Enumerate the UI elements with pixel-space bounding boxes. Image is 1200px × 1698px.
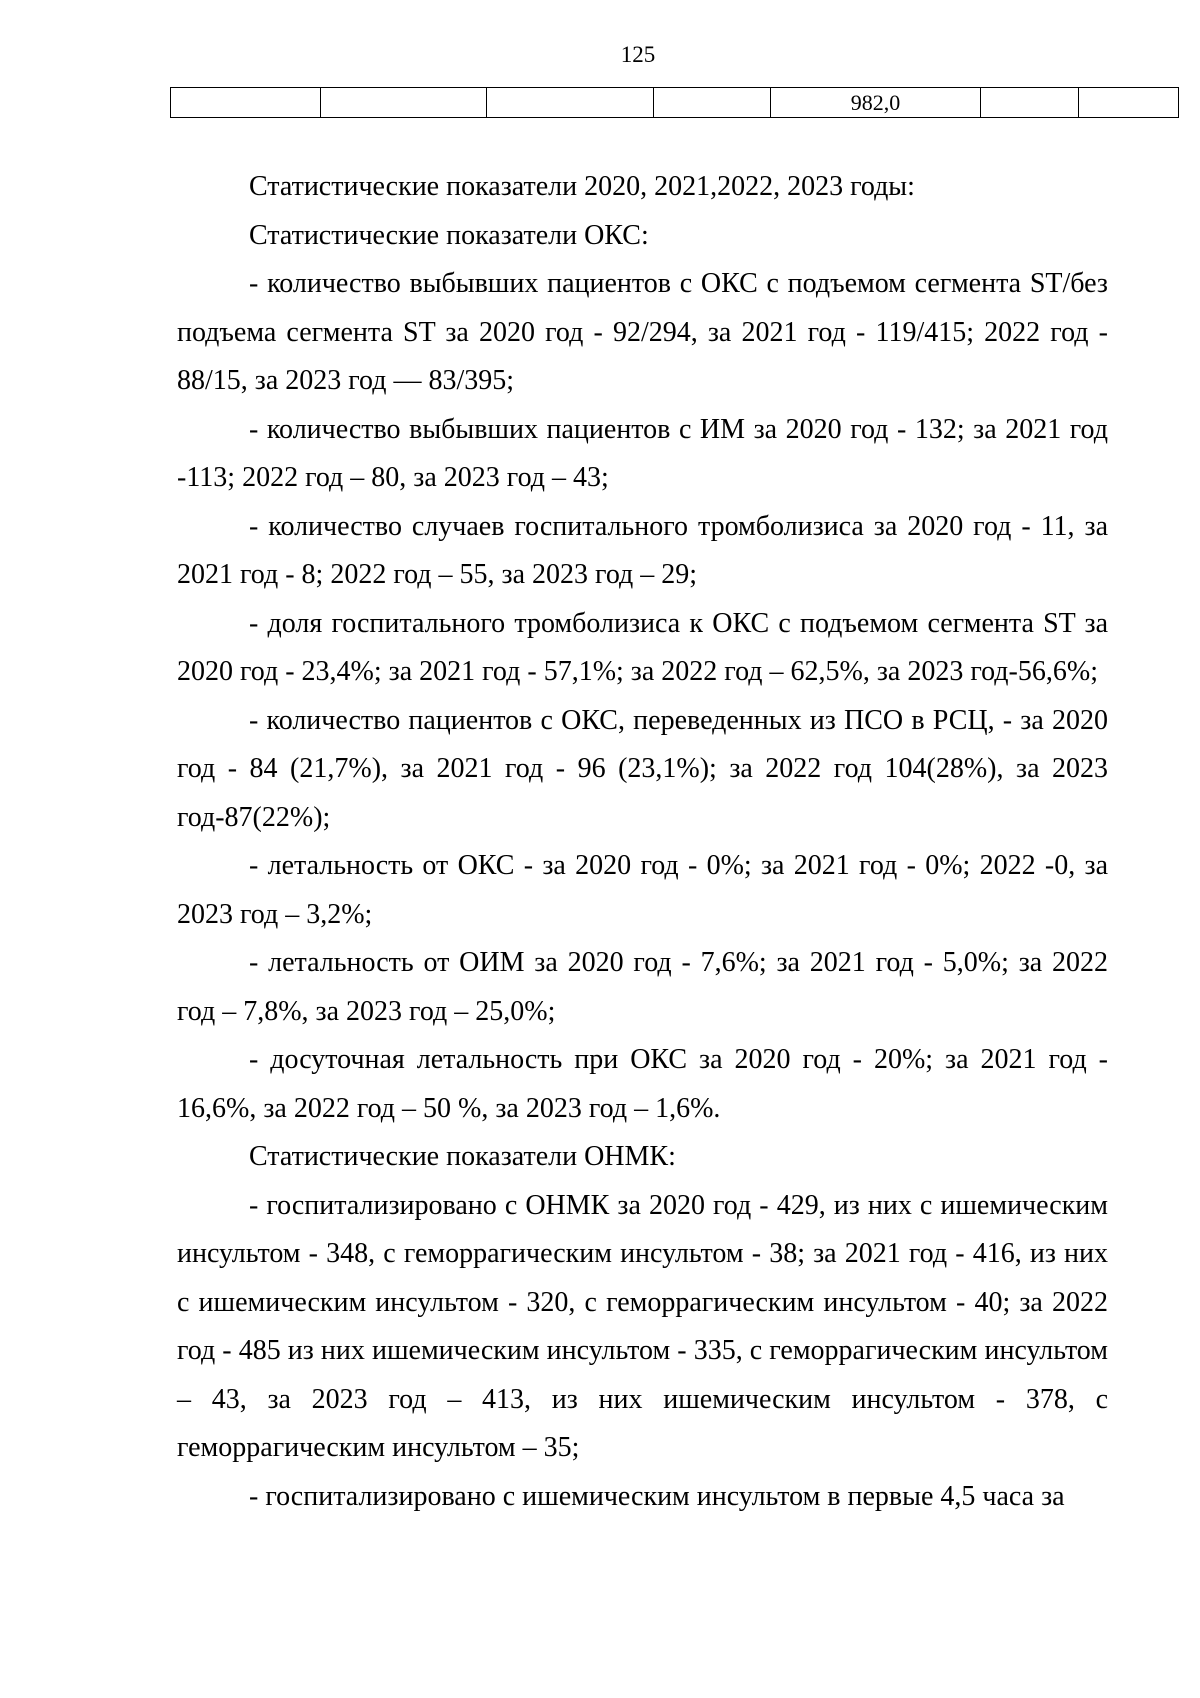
table-cell	[321, 88, 487, 118]
paragraph-oim-mortality: - летальность от ОИМ за 2020 год - 7,6%; за 2021 год - 5,0%; за 2022 год – 7,8%, за 2023 год – 25,0%;	[177, 947, 1108, 1027]
paragraph-early-mortality: - досуточная летальность при ОКС за 2020 год - 20%; за 2021 год - 16,6%, за 2022 год – 50 %, за 2023 год – 1,6%.	[177, 1044, 1108, 1124]
paragraph-onmk-heading: Статистические показатели ОНМК:	[249, 1141, 676, 1172]
body-text	[177, 163, 1108, 1521]
paragraph-im-discharged: - количество выбывших пациентов с ИМ за 2020 год - 132; за 2021 год -113; 2022 год – 80, за 2023 год – 43;	[177, 413, 1108, 493]
paragraph-stats-heading: Статистические показатели 2020, 2021,2022, 2023 годы:	[249, 171, 915, 202]
table-cell	[981, 88, 1079, 118]
table-cell	[487, 88, 654, 118]
table-cell	[171, 88, 321, 118]
paragraph-thrombolysis-share: - доля госпитального тромболизиса к ОКС с подъемом сегмента ST за 2020 год - 23,4%; за 2021 год - 57,1%; за 2022 год – 62,5%, за 2023 год-56,6%;	[177, 607, 1108, 687]
page-number: 125	[620, 42, 656, 67]
data-table-fragment	[170, 87, 1179, 118]
paragraph-onmk-hospitalized: - госпитализировано с ОНМК за 2020 год - 429, из них с ишемическим инсультом - 348, с геморрагическим инсультом - 38; за 2021 год - 416, из них с ишемическим инсультом - 320, с геморрагическим инсультом - 40; за 2022 год - 485 из них ишемическим инсультом - 335, с геморрагическим инсультом – 43, за 2023 год – 413, из них ишемическим инсультом - 378, с геморрагическим инсультом – 35;	[177, 1189, 1108, 1463]
table-cell	[654, 88, 771, 118]
table-cell	[1079, 88, 1179, 118]
paragraph-transferred-patients: - количество пациентов с ОКС, переведенных из ПСО в РСЦ, - за 2020 год - 84 (21,7%), за 2021 год - 96 (23,1%); за 2022 год 104(28%), за 2023 год-87(22%);	[177, 704, 1108, 833]
paragraph-oks-heading: Статистические показатели ОКС:	[249, 219, 649, 251]
paragraph-oks-discharged: - количество выбывших пациентов с ОКС с подъемом сегмента ST/без подъема сегмента ST за 2020 год - 92/294, за 2021 год - 119/415; 2022 год - 88/15, за 2023 год — 83/395;	[177, 268, 1108, 396]
paragraph-ischemic-early: - госпитализировано с ишемическим инсультом в первые 4,5 часа за	[249, 1480, 1065, 1512]
table-row	[171, 88, 1179, 118]
table-cell: 982,0	[771, 88, 981, 118]
paragraph-thrombolysis-cases: - количество случаев госпитального тромболизиса за 2020 год - 11, за 2021 год - 8; 2022 год – 55, за 2023 год – 29;	[177, 510, 1108, 590]
paragraph-oks-mortality: - летальность от ОКС - за 2020 год - 0%; за 2021 год - 0%; 2022 -0, за 2023 год – 3,2%;	[177, 850, 1108, 930]
